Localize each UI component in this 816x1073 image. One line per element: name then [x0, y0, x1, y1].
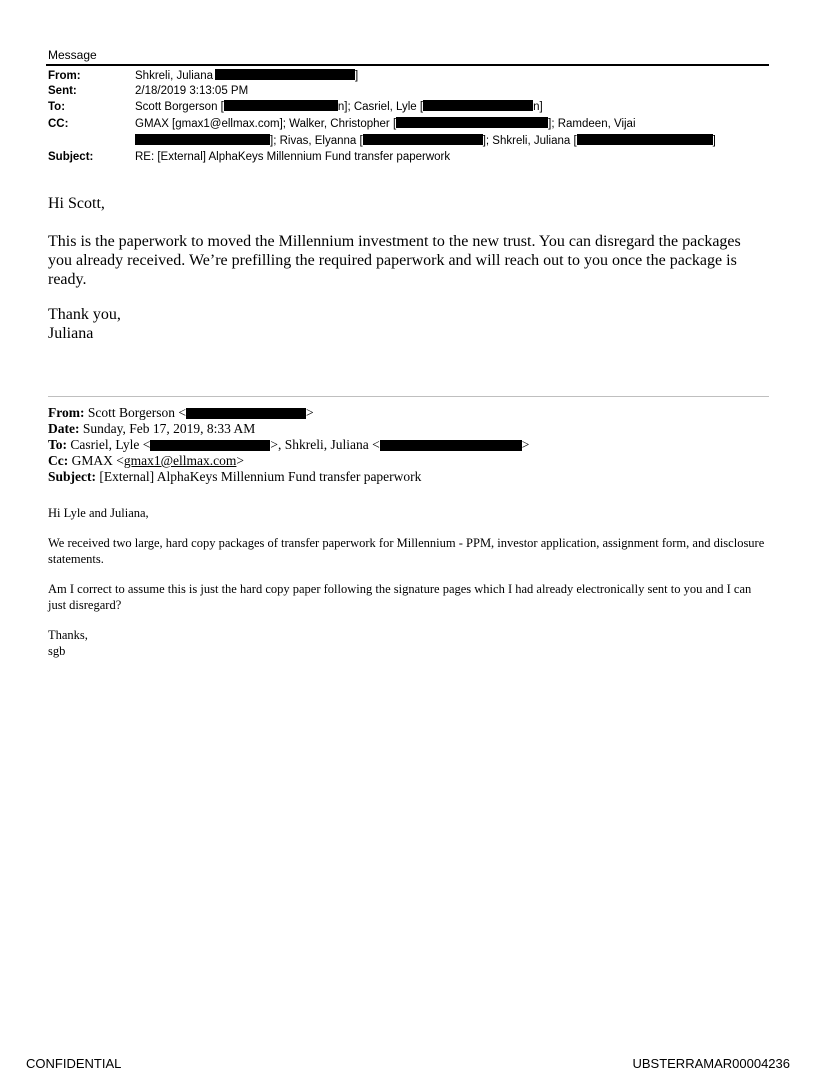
from-label: From:: [48, 70, 81, 82]
quoted-to-value-1: Casriel, Lyle <: [70, 437, 151, 452]
quoted-signature: sgb: [48, 644, 66, 658]
quoted-cc-prefix: GMAX <: [71, 453, 124, 468]
from-name: Shkreli, Juliana: [135, 70, 213, 82]
quoted-subject-value: [External] AlphaKeys Millennium Fund transfer paperwork: [99, 469, 422, 484]
quoted-cc-row: Cc: GMAX <gmax1@ellmax.com>: [48, 453, 245, 468]
redaction-block: [423, 100, 533, 111]
quoted-message-divider: [48, 396, 769, 397]
to-label: To:: [48, 101, 66, 113]
quoted-cc-label: Cc:: [48, 453, 69, 468]
reply-thanks: Thank you,: [48, 306, 121, 323]
quoted-paragraph-1: We received two large, hard copy packages of transfer paperwork for Millennium - PPM, investor application, assignment form, and disclosure statements.: [48, 536, 765, 566]
quoted-signoff: [48, 627, 768, 659]
reply-paragraph: This is the paperwork to moved the Millennium investment to the new trust. You can disregard the packages you already received. We’re prefilling the required paperwork and will reach out to you once the package is ready.: [48, 233, 741, 288]
cc-name-2: ; Ramdeen, Vijai: [551, 118, 636, 130]
quoted-from-value: Scott Borgerson <: [87, 405, 186, 420]
sent-label: Sent:: [48, 85, 77, 97]
to-name-1: Scott Borgerson: [135, 101, 218, 113]
redaction-block: [224, 100, 338, 111]
quoted-date-label: Date:: [48, 421, 80, 436]
cc-name-4: ; Shkreli, Juliana: [485, 135, 571, 147]
cc-label: CC:: [48, 118, 69, 130]
quoted-date-row: [48, 421, 255, 437]
redaction-block: [150, 440, 270, 451]
to-name-2: ; Casriel, Lyle: [347, 101, 417, 113]
redaction-block: [135, 134, 270, 145]
quoted-paragraph-2: Am I correct to assume this is just the hard copy paper following the signature pages which I had already electronically sent to you and I can just disregard?: [48, 582, 752, 612]
quoted-from-row: From: Scott Borgerson < >: [48, 405, 314, 420]
quoted-to-label: To:: [48, 437, 68, 452]
quoted-thanks: Thanks,: [48, 628, 88, 642]
quoted-date-value: Sunday, Feb 17, 2019, 8:33 AM: [82, 421, 256, 436]
subject-label: Subject:: [48, 151, 94, 163]
quoted-to-value-2: >, Shkreli, Juliana <: [270, 437, 380, 452]
redaction-block: [396, 117, 548, 128]
reply-signature: Juliana: [48, 325, 94, 342]
quoted-to-row: To: Casriel, Lyle < >, Shkreli, Juliana < >: [48, 437, 530, 452]
quoted-from-label: From:: [48, 405, 85, 420]
redaction-block: [363, 134, 483, 145]
subject-value: RE: [External] AlphaKeys Millennium Fund transfer paperwork: [135, 151, 451, 163]
header-divider: [46, 64, 769, 66]
quoted-subject-row: [48, 469, 421, 485]
quoted-greeting: Hi Lyle and Juliana,: [48, 506, 149, 520]
confidential-label: CONFIDENTIAL: [26, 1056, 122, 1071]
message-label: Message: [48, 48, 97, 62]
redaction-block: [215, 69, 355, 80]
redaction-block: [186, 408, 306, 419]
cc-name-1: GMAX [gmax1@ellmax.com]; Walker, Christopher: [135, 118, 390, 130]
bates-number: UBSTERRAMAR00004236: [632, 1056, 790, 1071]
quoted-cc-email-link[interactable]: gmax1@ellmax.com: [123, 453, 237, 468]
reply-signoff: [48, 305, 121, 343]
redaction-block: [577, 134, 713, 145]
cc-name-3: ; Rivas, Elyanna: [273, 135, 357, 147]
quoted-subject-label: Subject:: [48, 469, 96, 484]
reply-greeting: Hi Scott,: [48, 195, 105, 212]
sent-value: 2/18/2019 3:13:05 PM: [135, 85, 249, 97]
redaction-block: [380, 440, 522, 451]
